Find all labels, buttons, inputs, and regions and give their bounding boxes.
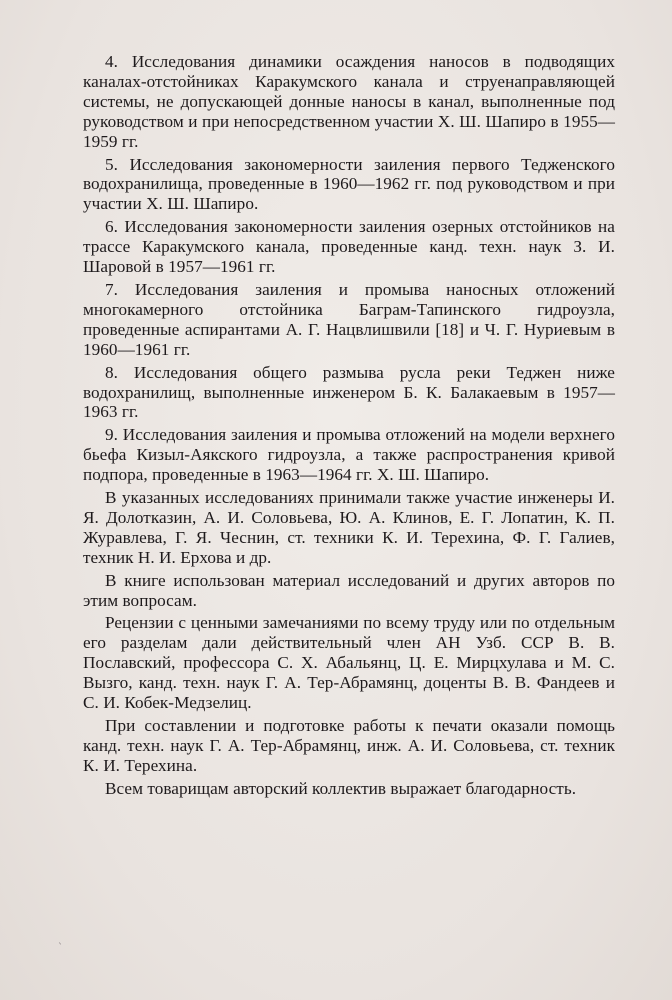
paragraph-preparation-help: При составлении и подготовке работы к печати оказали помощь канд. техн. наук Г. А. Тер-Абрамянц, инж. А. И. Соловьева, ст. техник К. И. Терехина. <box>83 716 615 775</box>
paragraph-participants: В указанных исследованиях принимали также участие инженеры И. Я. Долотказин, А. И. Соловьева, Ю. А. Клинов, Е. Г. Лопатин, К. П. Журавлева, Г. Я. Чеснин, ст. техники К. И. Терехина, Ф. Г. Галиев, техник Н. И. Ерхова и др. <box>83 488 615 567</box>
page-mark: ՝ <box>58 943 62 954</box>
paragraph-reviewers: Рецензии с ценными замечаниями по всему труду или по отдельным его разделам дали действительный член АН Узб. ССР В. В. Пославский, профессора С. Х. Абальянц, Ц. Е. Мирцхулава и М. С. Вызго, канд. техн. наук Г. А. Тер-Абрамянц, доценты В. В. Фандеев и С. И. Кобек-Медзелиц. <box>83 613 615 713</box>
paragraph-item-6: 6. Исследования закономерности заиления озерных отстойников на трассе Каракумского канала, проведенные канд. техн. наук З. И. Шаровой в 1957—1961 гг. <box>83 217 615 277</box>
body-text <box>83 52 615 802</box>
paragraph-acknowledgement: Всем товарищам авторский коллектив выражает благодарность. <box>105 778 577 798</box>
paragraph-item-4: 4. Исследования динамики осаждения наносов в подводящих каналах-отстойниках Каракумского канала и струенаправляющей системы, не допускающей донные наносы в канал, выполненные под руководством и при непосредственном участии Х. Ш. Шапиро в 1955—1959 гг. <box>83 52 615 151</box>
paragraph-item-5: 5. Исследования закономерности заиления первого Тедженского водохранилища, проведенные в 1960—1962 гг. под руководством и при участии Х. Ш. Шапиро. <box>83 154 615 214</box>
paragraph-item-8: 8. Исследования общего размыва русла реки Теджен ниже водохранилищ, выполненные инженером Б. К. Балакаевым в 1957—1963 гг. <box>83 362 615 422</box>
paragraph-item-9: 9. Исследования заиления и промыва отложений на модели верхнего бьефа Кизыл-Аякского гидроузла, а также распространения кривой подпора, проведенные в 1963—1964 гг. Х. Ш. Шапиро. <box>83 425 615 485</box>
paragraph-item-7: 7. Исследования заиления и промыва наносных отложений многокамерного отстойника Баграм-Тапинского гидроузла, проведенные аспирантами А. Г. Нацвлишвили [18] и Ч. Г. Нуриевым в 1960—1961 гг. <box>83 279 615 359</box>
paragraph-other-authors: В книге использован материал исследований и других авторов по этим вопросам. <box>83 570 615 610</box>
